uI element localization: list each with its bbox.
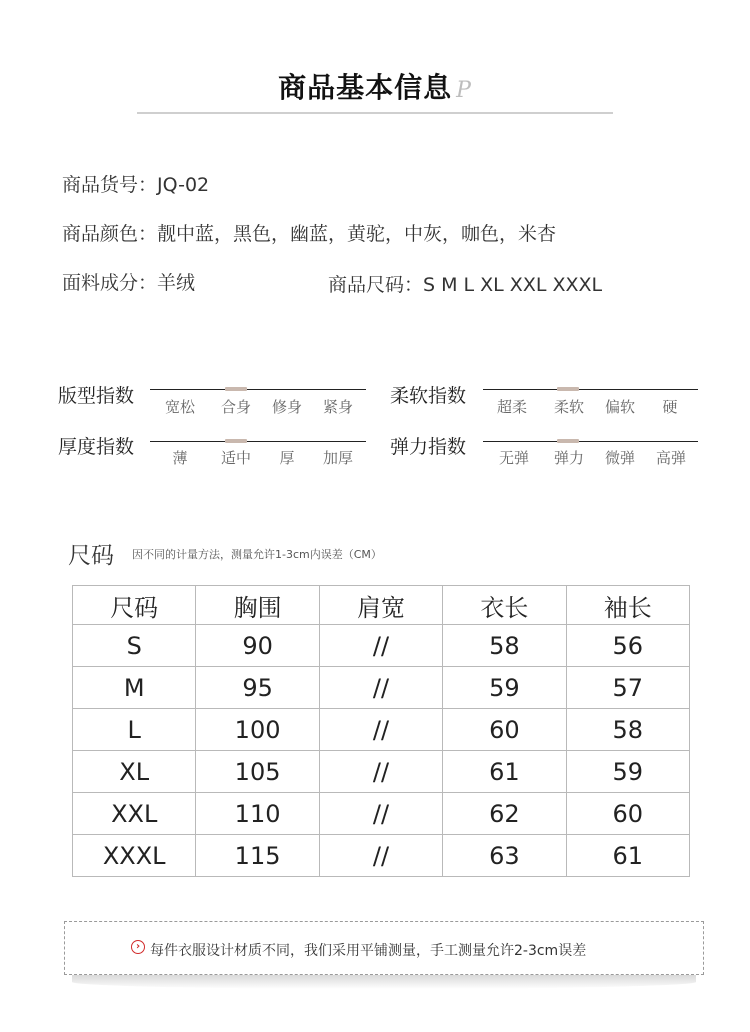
thickness-index-label: 厚度指数 [58,436,135,458]
elasticity-option: 无弹 [498,449,529,467]
softness-option: 柔软 [553,398,584,416]
header-size: 尺码 [73,586,196,625]
table-cell: 58 [566,709,689,751]
item-material: 面料成分：羊绒 [62,272,196,294]
table-cell: 105 [196,751,319,793]
header-length: 衣长 [443,586,566,625]
table-cell: // [319,667,442,709]
elasticity-option: 弹力 [553,449,584,467]
thickness-option: 厚 [279,449,295,467]
table-cell: 58 [443,625,566,667]
table-cell: XXL [73,793,196,835]
elasticity-option: 微弹 [604,449,635,467]
table-row [73,667,690,709]
fit-index-scale [150,389,366,390]
table-cell: XXXL [73,835,196,877]
table-cell: XL [73,751,196,793]
table-cell: // [319,709,442,751]
fit-option: 合身 [220,398,251,416]
size-chart-title: 尺码 [68,543,114,569]
table-row [73,835,690,877]
footer-shadow [72,975,696,989]
header-sleeve: 袖长 [566,586,689,625]
table-cell: 59 [443,667,566,709]
table-cell: 59 [566,751,689,793]
softness-index-label: 柔软指数 [390,385,467,407]
size-table [72,585,690,877]
size-table-header-row [73,586,690,625]
table-cell: L [73,709,196,751]
table-cell: 100 [196,709,319,751]
elasticity-index-scale [483,441,698,442]
table-cell: 61 [443,751,566,793]
fit-option: 修身 [271,398,302,416]
fit-option: 宽松 [164,398,195,416]
table-cell: 60 [443,709,566,751]
softness-index-scale [483,389,698,390]
table-cell: 60 [566,793,689,835]
item-sizes: 商品尺码：S M L XL XXL XXXL [328,274,603,296]
table-cell: 62 [443,793,566,835]
table-cell: M [73,667,196,709]
table-row [73,625,690,667]
thickness-option: 薄 [172,449,188,467]
table-cell: 57 [566,667,689,709]
table-cell: 110 [196,793,319,835]
table-row [73,709,690,751]
item-number: 商品货号：JQ-02 [62,174,210,196]
arrow-right-circle-icon: › [131,940,145,954]
table-cell: 56 [566,625,689,667]
softness-option: 硬 [662,398,678,416]
fit-option: 紧身 [322,398,353,416]
page-title [0,66,750,106]
fit-index-marker [225,387,247,391]
thickness-option: 加厚 [322,449,353,467]
softness-index-marker [557,387,579,391]
table-cell: 115 [196,835,319,877]
table-cell: 90 [196,625,319,667]
header-shoulder: 肩宽 [319,586,442,625]
size-chart-note: 因不同的计量方法，测量允许1-3cm内误差（CM） [132,548,382,561]
thickness-index-marker [225,439,247,443]
table-cell: // [319,625,442,667]
elasticity-option: 高弹 [655,449,686,467]
brand-logo: P [456,78,472,103]
elasticity-index-label: 弹力指数 [390,436,467,458]
title-divider [137,112,613,114]
item-colors: 商品颜色：靓中蓝，黑色，幽蓝，黄驼，中灰，咖色，米杏 [62,223,557,245]
table-cell: S [73,625,196,667]
elasticity-index-marker [557,439,579,443]
footer-note-text: 每件衣服设计材质不同，我们采用平铺测量，手工测量允许2-3cm误差 [150,943,587,959]
softness-option: 超柔 [496,398,527,416]
table-row [73,751,690,793]
table-cell: 95 [196,667,319,709]
thickness-option: 适中 [220,449,251,467]
table-row [73,793,690,835]
table-cell: 63 [443,835,566,877]
table-cell: 61 [566,835,689,877]
header-chest: 胸围 [196,586,319,625]
table-cell: // [319,835,442,877]
fit-index-label: 版型指数 [58,385,135,407]
softness-option: 偏软 [604,398,635,416]
table-cell: // [319,751,442,793]
page-title-text: 商品基本信息 [278,71,453,104]
table-cell: // [319,793,442,835]
thickness-index-scale [150,441,366,442]
